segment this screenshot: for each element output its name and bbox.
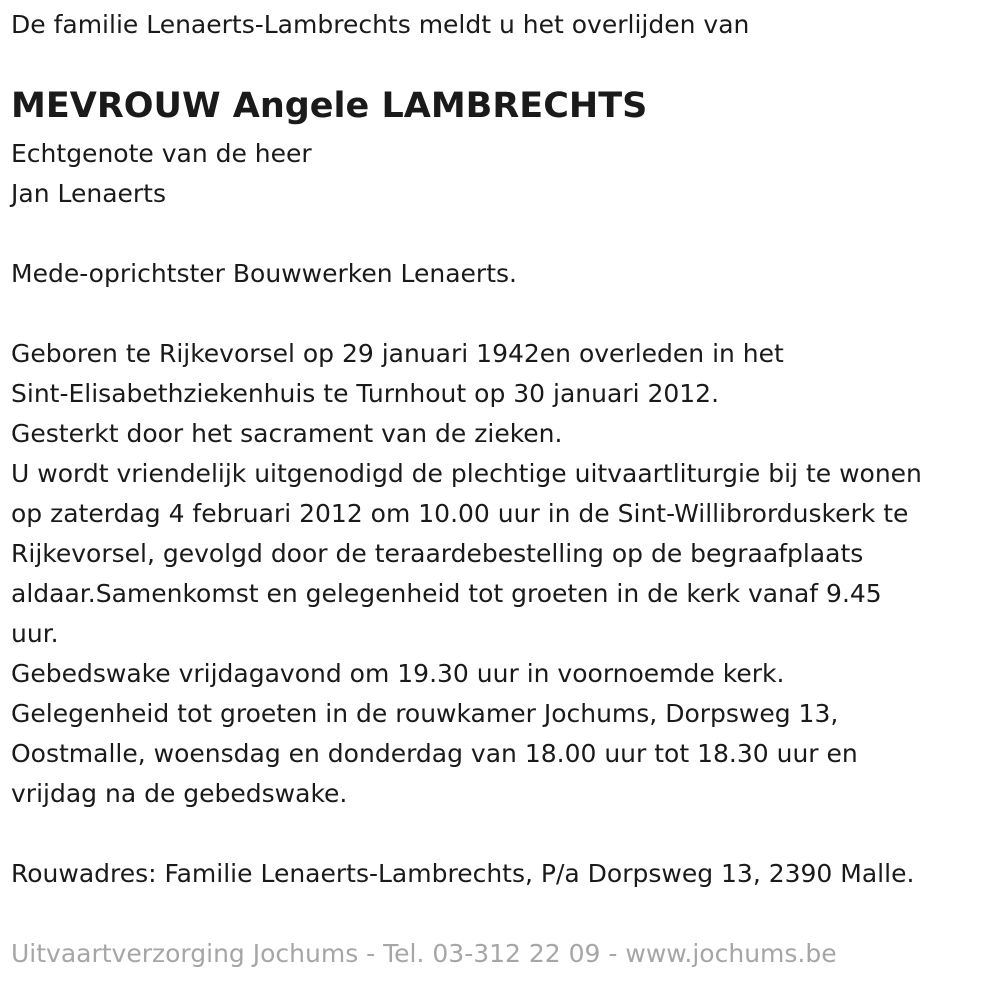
details-line: uur.	[11, 619, 59, 648]
details-line: Gelegenheid tot groeten in de rouwkamer Jochums, Dorpsweg 13,	[11, 699, 839, 728]
details-line: op zaterdag 4 februari 2012 om 10.00 uur in de Sint-Willibrorduskerk te	[11, 499, 909, 528]
details-line: Geboren te Rijkevorsel op 29 januari 1942en overleden in het	[11, 339, 784, 368]
details-line: Sint-Elisabethziekenhuis te Turnhout op 30 januari 2012.	[11, 379, 720, 408]
details-line: U wordt vriendelijk uitgenodigd de plechtige uitvaartliturgie bij te wonen	[11, 459, 922, 488]
details-line: Gebedswake vrijdagavond om 19.30 uur in voornoemde kerk.	[11, 659, 785, 688]
funeral-home-footer: Uitvaartverzorging Jochums - Tel. 03-312 22 09 - www.jochums.be	[11, 939, 837, 968]
details-line: aldaar.Samenkomst en gelegenheid tot groeten in de kerk vanaf 9.45	[11, 579, 882, 608]
deceased-name: MEVROUW Angele LAMBRECHTS	[11, 86, 648, 126]
mourning-address: Rouwadres: Familie Lenaerts-Lambrechts, P/a Dorpsweg 13, 2390 Malle.	[11, 859, 915, 888]
details-line: Oostmalle, woensdag en donderdag van 18.00 uur tot 18.30 uur en	[11, 739, 858, 768]
mourning-address-block	[11, 854, 914, 894]
details-block	[11, 334, 922, 814]
spouse-line: Jan Lenaerts	[11, 179, 167, 208]
details-line: vrijdag na de gebedswake.	[11, 779, 348, 808]
spouse-line: Echtgenote van de heer	[11, 139, 312, 168]
details-line: Rijkevorsel, gevolgd door de teraardebestelling op de begraafplaats	[11, 539, 864, 568]
role-text: Mede-oprichtster Bouwwerken Lenaerts.	[11, 259, 517, 288]
role-block	[11, 254, 517, 294]
spouse-block	[11, 134, 312, 214]
intro-text: De familie Lenaerts-Lambrechts meldt u het overlijden van	[11, 10, 750, 39]
details-line: Gesterkt door het sacrament van de zieken.	[11, 419, 563, 448]
